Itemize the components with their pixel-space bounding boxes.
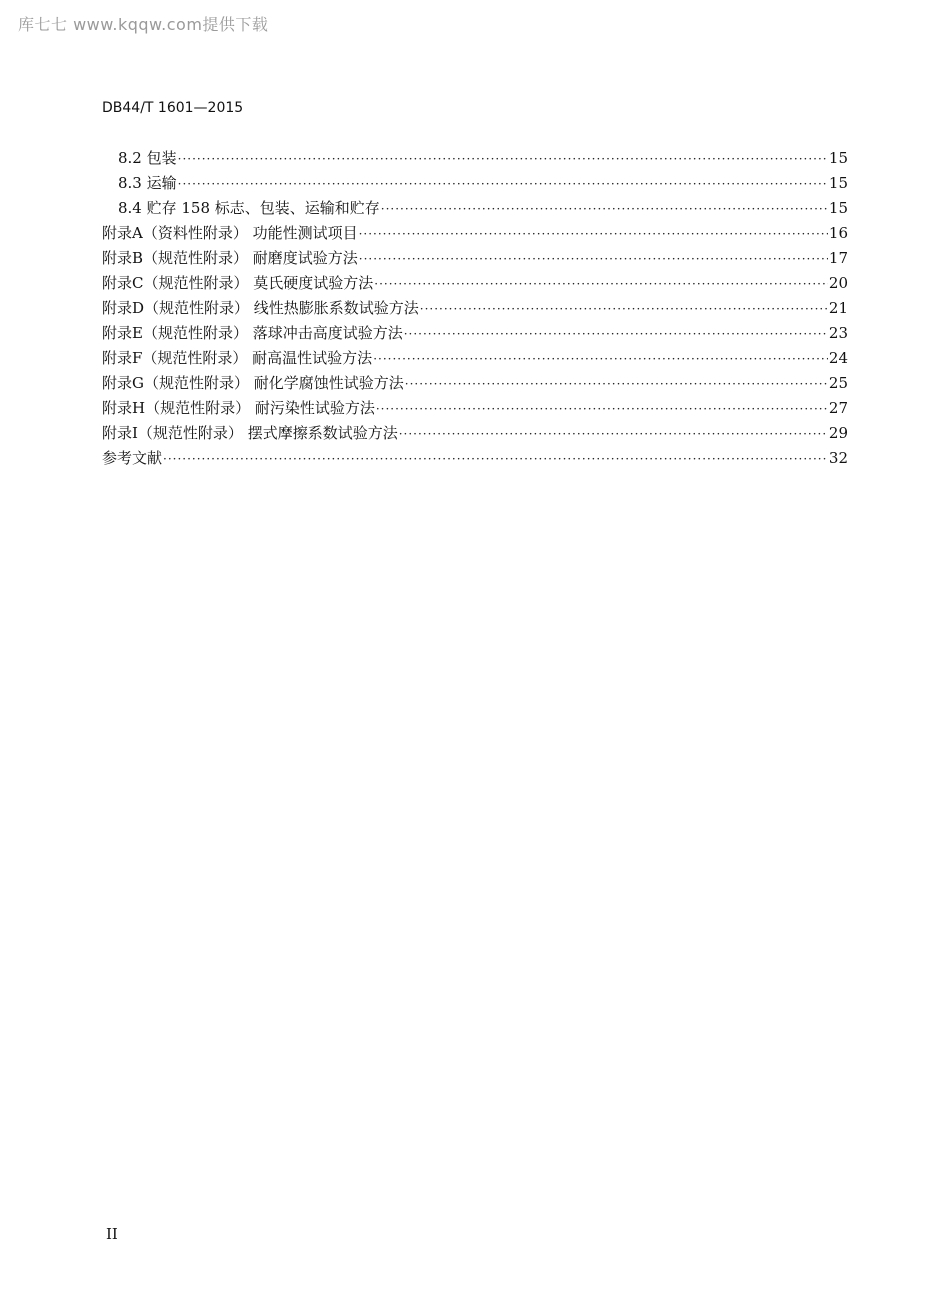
toc-dot-leader [163, 447, 828, 472]
toc-dot-leader [404, 322, 828, 347]
toc-entry[interactable] [102, 396, 848, 421]
toc-entry[interactable] [102, 271, 848, 296]
watermark-text: 库七七 www.kqqw.com提供下载 [18, 15, 269, 34]
toc-dot-leader [178, 147, 828, 172]
page-number: II [106, 1225, 118, 1243]
toc-dot-leader [399, 422, 828, 447]
toc-entry-title: 8.3 运输 [118, 174, 177, 192]
toc-entry-page: 27 [828, 399, 848, 417]
toc-entry-page: 15 [828, 149, 848, 167]
toc-entry-page: 17 [828, 249, 848, 267]
toc-entry[interactable] [102, 196, 848, 221]
toc-dot-leader [359, 247, 828, 272]
toc-dot-leader [359, 222, 828, 247]
toc-entry-page: 24 [828, 349, 848, 367]
toc-entry[interactable] [102, 146, 848, 171]
toc-entry-title: 参考文献 [102, 449, 163, 467]
toc-entry-title: 8.4 贮存 158 标志、包装、运输和贮存 [118, 199, 380, 217]
toc-entry-title: 附录C（规范性附录） 莫氏硬度试验方法 [102, 274, 374, 292]
toc-dot-leader [373, 347, 828, 372]
toc-entry-title: 附录D（规范性附录） 线性热膨胀系数试验方法 [102, 299, 419, 317]
toc-entry[interactable] [102, 171, 848, 196]
toc-dot-leader [381, 197, 828, 222]
toc-entry-page: 16 [828, 224, 848, 242]
toc-entry[interactable] [102, 221, 848, 246]
toc-entry-page: 23 [828, 324, 848, 342]
toc-entry-page: 20 [828, 274, 848, 292]
toc-entry-page: 25 [828, 374, 848, 392]
toc-entry[interactable] [102, 421, 848, 446]
toc-entry-title: 附录A（资料性附录） 功能性测试项目 [102, 224, 358, 242]
toc-entry-title: 附录B（规范性附录） 耐磨度试验方法 [102, 249, 358, 267]
table-of-contents [102, 146, 848, 471]
toc-dot-leader [420, 297, 828, 322]
toc-entry[interactable] [102, 296, 848, 321]
toc-entry-title: 附录G（规范性附录） 耐化学腐蚀性试验方法 [102, 374, 404, 392]
toc-entry-page: 15 [828, 174, 848, 192]
toc-entry-page: 29 [828, 424, 848, 442]
toc-entry-page: 32 [828, 449, 848, 467]
toc-entry[interactable] [102, 446, 848, 471]
toc-dot-leader [178, 172, 828, 197]
toc-dot-leader [374, 272, 828, 297]
document-code: DB44/T 1601—2015 [102, 100, 244, 116]
toc-entry-title: 附录F（规范性附录） 耐高温性试验方法 [102, 349, 373, 367]
toc-entry[interactable] [102, 321, 848, 346]
toc-entry-title: 附录I（规范性附录） 摆式摩擦系数试验方法 [102, 424, 398, 442]
toc-dot-leader [405, 372, 828, 397]
toc-entry-title: 附录E（规范性附录） 落球冲击高度试验方法 [102, 324, 403, 342]
toc-entry[interactable] [102, 371, 848, 396]
toc-entry[interactable] [102, 246, 848, 271]
toc-entry[interactable] [102, 346, 848, 371]
toc-dot-leader [376, 397, 828, 422]
toc-entry-title: 附录H（规范性附录） 耐污染性试验方法 [102, 399, 375, 417]
toc-entry-title: 8.2 包装 [118, 149, 177, 167]
toc-entry-page: 21 [828, 299, 848, 317]
toc-entry-page: 15 [828, 199, 848, 217]
